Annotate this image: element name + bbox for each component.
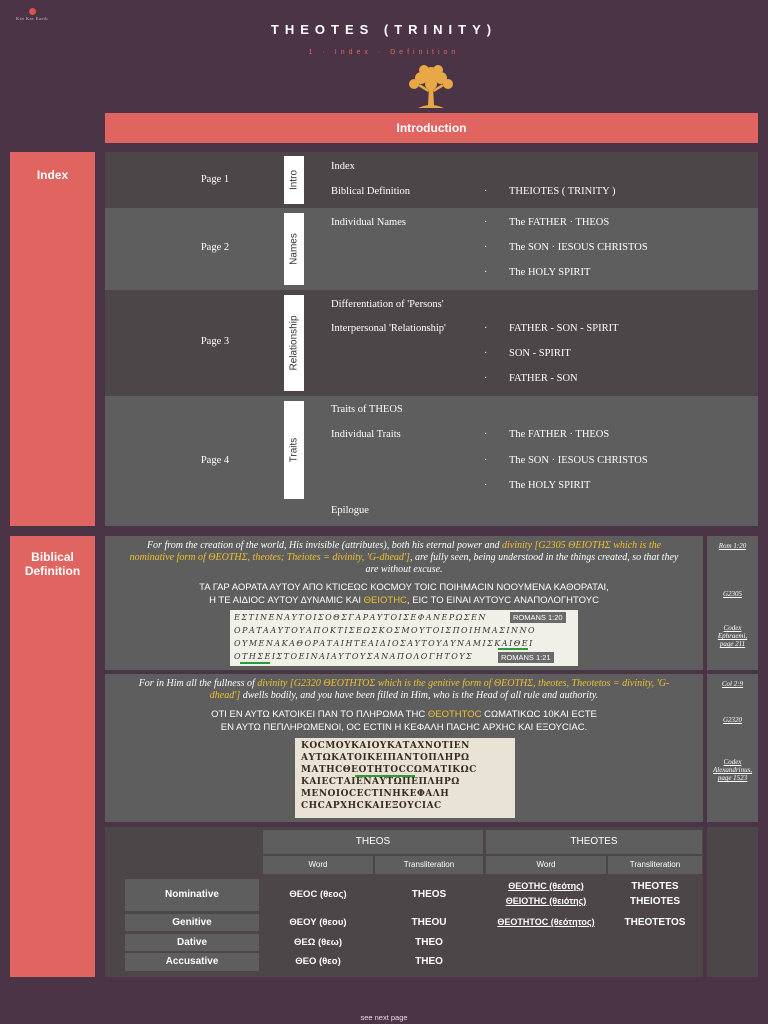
case-nominative: Nominative — [125, 879, 259, 911]
theos-dative-word: ΘΕΩ (θεω) — [294, 937, 342, 948]
theotes-nominative-word[interactable]: ΘΕΟΤΗC (θεότης) — [508, 881, 584, 891]
theotes-translit-header: Transliteration — [608, 856, 702, 874]
highlight-underline — [355, 775, 415, 777]
romans-1-20-tag: ROMANS 1:20 — [510, 612, 566, 623]
bullet: · — [484, 455, 488, 466]
biblical-definition-side-label — [10, 536, 95, 977]
theos-nominative-translit: THEOS — [411, 889, 447, 900]
theotes-header: THEOTES — [486, 830, 702, 854]
son-link[interactable]: The SON · IESOUS CHRISTOS — [509, 242, 648, 253]
individual-names-link[interactable]: Individual Names — [331, 217, 406, 228]
father-link[interactable]: The FATHER · THEOS — [509, 217, 610, 228]
index-side-label — [10, 152, 95, 526]
bullet: · — [484, 217, 488, 228]
bullet: · — [484, 373, 488, 384]
verse-english: For in Him all the fullness of divinity [G2320 ΘΕΟΤΗΤΟΣ which is the genitive form of ΘΕΟΤΗΣ, theotes, Theotetos = divinity, 'G-dhead'] dwells bodily, and you have been filled in Him, who is the Head of all rule and authority. — [138, 678, 670, 701]
verse1-references — [707, 536, 758, 670]
codex-ephraemi-image: ΕΣΤΙΝΕΝΑΥΤΟΙΣΟΘΣΓΑΡΑΥΤΟΙΣΕΦΑΝΕΡΩΣΕΝ ΟΡΑΤΑΑΥΤΟΥΑΠΟΚΤΙΣΕΩΣΚΟΣΜΟΥΤΟΙΣΠΟΙΗΜΑΣΙΝΝΟ ΟΥΜΕΝΑΚΑΘΟΡΑΤΑΙΗΤΕΑΙΔΙΟΣΑΥΤΟΥΔΥΝΑΜΙΣΚΑΙΘΕΙ ΟΤΗΣΕΙΣΤΟΕΙΝΑΙΑΥΤΟΥΣΑΝΑΠΟΛΟΓΗΤΟΥΣ ROMANS 1:20 ROMANS 1:21 — [230, 610, 578, 666]
index-label: Index — [36, 168, 69, 182]
site-logo[interactable] — [10, 8, 54, 21]
codex-ephraemi-link[interactable]: Codex Ephraemi, page 211 — [717, 624, 748, 648]
page-label: Page 4 — [200, 455, 230, 466]
father-son-spirit-link[interactable]: FATHER - SON - SPIRIT — [509, 323, 619, 334]
verse-greek: ΟΤΙ ΕΝ ΑΥΤΩ ΚΑΤΟΙΚΕΙ ΠΑΝ ΤΟ ΠΛΗΡΩΜΑ ΤΗC ΘΕΟΤΗΤΟC CΩΜΑΤΙΚΩC 10ΚΑΙ ΕCΤΕ ΕΝ ΑΥΤΩ ΠΕΠΛΗΡΩΜΕΝΟΙ, ΟC ΕCΤΙΝ Η ΚΕΦΑΛΗ ΠΑCΗC ΑΡΧΗC ΚΑΙ ΕΞΟΥCΙΑC. — [211, 709, 597, 733]
verse2-references — [707, 674, 758, 822]
codex-alexandrinus-link[interactable]: Codex Alexandrinus, page 1523 — [713, 758, 753, 782]
g2320-link[interactable]: G2320 — [722, 716, 743, 724]
page-title: THEOTES (TRINITY) — [270, 22, 498, 37]
page-label: Page 2 — [200, 242, 230, 253]
case-accusative: Accusative — [125, 953, 259, 971]
bullet: · — [484, 348, 488, 359]
col-2-9-link[interactable]: Col 2:9 — [721, 680, 744, 688]
holy-spirit-traits-link[interactable]: The HOLY SPIRIT — [509, 480, 591, 491]
tab-traits[interactable]: Traits — [284, 401, 304, 499]
tab-intro[interactable]: Intro — [284, 156, 304, 204]
rom-1-20-link[interactable]: Rom 1:20 — [718, 542, 747, 550]
theos-dative-translit: THEO — [415, 937, 443, 948]
theotes-nominative-translit: THEOTES — [631, 881, 679, 892]
index-row-page4 — [105, 396, 758, 526]
page-subtitle: 1 · Index · Definition — [308, 49, 460, 56]
father-son-link[interactable]: FATHER - SON — [509, 373, 578, 384]
bullet: · — [484, 186, 488, 197]
biblical-definition-label: Biblical Definition — [24, 550, 81, 578]
romans-1-21-tag: ROMANS 1:21 — [498, 652, 554, 663]
tree-icon — [404, 62, 458, 112]
bullet: · — [484, 323, 488, 334]
case-genitive: Genitive — [125, 914, 259, 931]
theos-word-header: Word — [263, 856, 373, 874]
bullet: · — [484, 429, 488, 440]
highlight-underline — [498, 648, 528, 650]
son-traits-link[interactable]: The SON · IESOUS CHRISTOS — [509, 455, 648, 466]
index-row-page3 — [105, 290, 758, 396]
traits-of-theos-link[interactable]: Traits of THEOS — [331, 404, 403, 415]
father-traits-link[interactable]: The FATHER · THEOS — [509, 429, 610, 440]
theos-translit-header: Transliteration — [375, 856, 483, 874]
index-row-page2 — [105, 208, 758, 290]
theotes-genitive-word[interactable]: ΘΕΟΤΗΤΟC (θεότητος) — [497, 917, 595, 927]
page-label: Page 3 — [200, 336, 230, 347]
tab-names[interactable]: Names — [284, 213, 304, 285]
theiotes-nominative-word[interactable]: ΘΕΙΟΤΗC (θειότης) — [505, 896, 587, 906]
theiotes-nominative-translit: THEIOTES — [629, 896, 680, 907]
logo-icon — [29, 8, 36, 15]
theos-genitive-word: ΘΕΟΥ (θεου) — [289, 917, 347, 928]
bullet: · — [484, 267, 488, 278]
introduction-bar: Introduction — [105, 113, 758, 143]
epilogue-link[interactable]: Epilogue — [331, 505, 369, 516]
theos-header: THEOS — [263, 830, 483, 854]
verse-greek: ΤΑ ΓΑΡ ΑΟΡΑΤΑ ΑΥΤΟΥ ΑΠΟ ΚΤΙCEΩC ΚΟCΜΟΥ ΤΟΙC ΠΟΙΗΜΑCΙΝ ΝΟΟΥΜΕΝΑ ΚΑΘΟΡΑΤΑΙ, Η ΤΕ ΑΙΔΙΟC ΑΥΤΟΥ ΔΥΝΑΜΙC ΚΑΙ ΘΕΙΟΤΗC, ΕΙC ΤΟ ΕΙΝΑΙ ΑΥΤΟΥC ΑΝΑΠΟΛΟΓΗΤΟΥC — [199, 582, 609, 606]
highlight-underline — [240, 662, 270, 664]
index-link[interactable]: Index — [331, 161, 355, 172]
individual-traits-link[interactable]: Individual Traits — [331, 429, 401, 440]
case-dative: Dative — [125, 934, 259, 951]
theotes-genitive-translit: THEOTETOS — [624, 917, 686, 928]
codex-alexandrinus-image: ΚΟCΜΟΥΚΑΙΟΥΚΑΤΑΧΝΟΤΙΕΝ ΑΥΤΩΚΑΤΟΙΚΕΙΠΑΝΤΟΠΛΗΡΩ ΜΑΤΗCΘΕΟΤΗΤΟCCΩΜΑΤΙΚΩC ΚΑΙΕCΤΑΙΕΝΑΥΤΩΠΕΠΛΗΡΩ ΜΕΝΟΙΟCΕCΤΙΝΗΚΕΦΑΛΗ CHCΑΡΧΗCΚΑΙΕΞΟΥCΙΑC — [295, 738, 515, 818]
theos-genitive-translit: THEOU — [411, 917, 447, 928]
g2305-link[interactable]: G2305 — [722, 590, 743, 598]
page-label: Page 1 — [200, 174, 230, 185]
logo-text: Kin Kar Earth — [16, 16, 48, 21]
differentiation-link[interactable]: Differentiation of 'Persons' — [331, 299, 444, 310]
verse-romans-1-20 — [105, 536, 703, 670]
theos-nominative-word: ΘΕΟC (θεος) — [289, 889, 347, 900]
theos-accusative-word: ΘΕΟ (θεο) — [295, 956, 341, 967]
bullet: · — [484, 242, 488, 253]
verse-colossians-2-9 — [105, 674, 703, 822]
bullet: · — [484, 480, 488, 491]
index-row-page1 — [105, 152, 758, 208]
son-spirit-link[interactable]: SON - SPIRIT — [509, 348, 571, 359]
tab-relationship[interactable]: Relationship — [284, 295, 304, 391]
theiotes-link[interactable]: THEIOTES ( TRINITY ) — [509, 186, 616, 197]
see-next-page-link[interactable]: see next page — [360, 1013, 408, 1022]
holy-spirit-link[interactable]: The HOLY SPIRIT — [509, 267, 591, 278]
interpersonal-link[interactable]: Interpersonal 'Relationship' — [331, 323, 446, 334]
declension-table — [105, 827, 703, 977]
biblical-definition-link[interactable]: Biblical Definition — [331, 186, 411, 197]
theos-accusative-translit: THEO — [415, 956, 443, 967]
verse-english: For from the creation of the world, His invisible (attributes), both his eternal power and divinity [G2305 ΘΕΙΟΤΗΣ which is the nominative form of ΘΕΟΤΗΣ, theotes; Theiotes = divinity, 'G-dhead'], are fully seen, being understood in the things created, so that they are without excuse. — [129, 540, 679, 575]
theotes-word-header: Word — [486, 856, 606, 874]
table-side-spacer — [707, 827, 758, 977]
